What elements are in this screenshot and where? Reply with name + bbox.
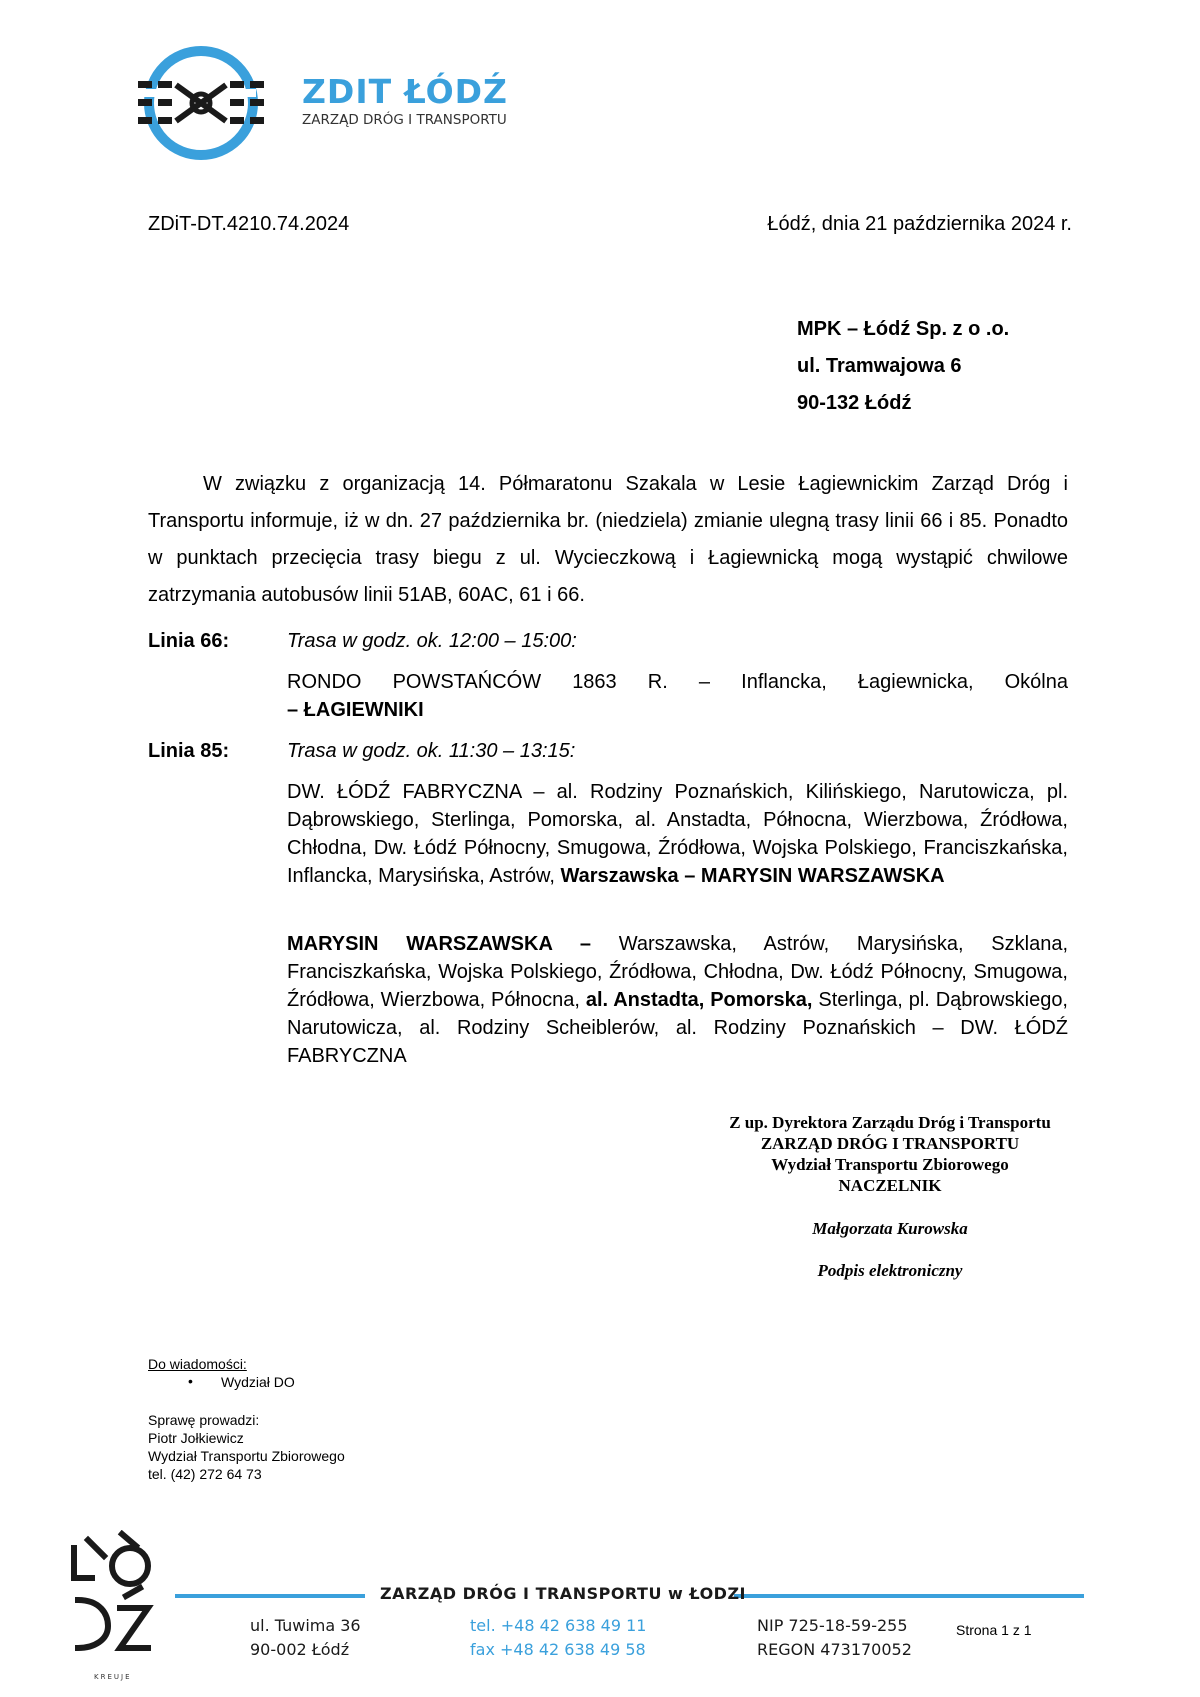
route-66-label: Linia 66: bbox=[148, 630, 230, 652]
footer-contact bbox=[470, 1614, 646, 1662]
notice-bullet-icon: • bbox=[188, 1373, 193, 1389]
zdit-logo-icon bbox=[138, 45, 298, 165]
footer-regon: REGON 473170052 bbox=[757, 1640, 912, 1659]
reference-number: ZDiT-DT.4210.74.2024 bbox=[148, 213, 350, 235]
footer-tel bbox=[470, 1614, 646, 1638]
case-dept: Wydział Transportu Zbiorowego bbox=[148, 1448, 345, 1464]
page-number: Strona 1 z 1 bbox=[956, 1622, 1032, 1638]
signature-line-2: ZARZĄD DRÓG I TRANSPORTU bbox=[760, 1134, 1020, 1153]
logo-caption: KREUJE bbox=[94, 1673, 132, 1681]
notice-item: Wydział DO bbox=[221, 1374, 295, 1390]
case-tel: tel. (42) 272 64 73 bbox=[148, 1466, 262, 1482]
route-85-dir2-text-b: Sterlinga, pl. Dąbrowskiego, Narutowicza, al. Rodziny Scheiblerów, al. Rodziny Poznańskich – DW. ŁÓDŹ FABRYCZNA bbox=[287, 989, 1068, 1067]
footer-fax bbox=[470, 1638, 646, 1662]
footer-tel-text: tel. +48 42 638 49 11 bbox=[470, 1616, 647, 1635]
footer-fax-text: fax +48 42 638 49 58 bbox=[470, 1640, 646, 1659]
route-66-line1: RONDO POWSTAŃCÓW 1863 R. – Inflancka, Łagiewnicka, Okólna bbox=[287, 671, 1068, 693]
signature-block bbox=[660, 1112, 1120, 1196]
route-85-label: Linia 85: bbox=[148, 740, 230, 762]
case-handler bbox=[148, 1411, 345, 1483]
route-85-dir2-text-a: Warszawska, Astrów, Marysińska, Szklana, Franciszkańska, Wojska Polskiego, Źródłowa, Chłodna, Dw. Łódź Północny, Smugowa, Źródłowa, Wierzbowa, Północna, bbox=[287, 933, 1069, 1011]
signature-note: Podpis elektroniczny bbox=[817, 1261, 963, 1280]
case-name: Piotr Jołkiewicz bbox=[148, 1430, 244, 1446]
body-paragraph bbox=[148, 466, 1068, 614]
case-label: Sprawę prowadzi: bbox=[148, 1412, 260, 1428]
route-66-time: Trasa w godz. ok. 12:00 – 15:00: bbox=[287, 630, 577, 652]
route-85-dir2-bold-mid: al. Anstadta, Pomorska, bbox=[585, 989, 813, 1011]
footer-rule-right bbox=[734, 1594, 1084, 1598]
recipient-street: ul. Tramwajowa 6 bbox=[797, 355, 962, 377]
lodz-city-logo bbox=[68, 1530, 158, 1681]
route-85-direction-2 bbox=[287, 930, 1068, 1070]
logo bbox=[138, 45, 298, 165]
route-85-time: Trasa w godz. ok. 11:30 – 13:15: bbox=[287, 740, 576, 762]
signatory-name: Małgorzata Kurowska bbox=[812, 1219, 968, 1238]
notice-heading: Do wiadomości: bbox=[148, 1356, 247, 1372]
recipient-city: 90-132 Łódź bbox=[797, 392, 912, 414]
footer-rule-left bbox=[175, 1594, 365, 1598]
footer-city: 90-002 Łódź bbox=[250, 1640, 350, 1659]
logo-brand: ZDIT ŁÓDŹ bbox=[302, 72, 508, 111]
recipient-address bbox=[797, 311, 1009, 422]
route-66-text bbox=[287, 668, 1068, 724]
route-85-dir2-origin: MARYSIN WARSZAWSKA – bbox=[287, 933, 592, 955]
body-paragraph-text: W związku z organizacją 14. Półmaratonu Szakala w Lesie Łagiewnickim Zarząd Dróg i Transportu informuje, iż w dn. 27 października br. (niedziela) zmianie ulegną trasy linii 66 i 85. Ponadto w punktach przecięcia trasy biegu z ul. Wycieczkową i Łagiewnicką mogą wystąpić chwilowe zatrzymania autobusów linii 51AB, 60AC, 61 i 66. bbox=[148, 473, 1068, 606]
route-85-dir1-text: DW. ŁÓDŹ FABRYCZNA – al. Rodziny Poznańskich, Kilińskiego, Narutowicza, pl. Dąbrowskiego, Sterlinga, Pomorska, al. Anstadta, Północna, Wierzbowa, Źródłowa, Chłodna, Dw. Łódź Północny, Smugowa, Źródłowa, Wojska Polskiego, Franciszkańska, Inflancka, Marysińska, Astrów, bbox=[287, 781, 1068, 887]
route-66-line2: – ŁAGIEWNIKI bbox=[287, 699, 424, 721]
footer-street: ul. Tuwima 36 bbox=[250, 1616, 361, 1635]
signature-line-3: Wydział Transportu Zbiorowego bbox=[771, 1155, 1009, 1174]
footer-ids bbox=[757, 1614, 912, 1662]
footer-nip: NIP 725-18-59-255 bbox=[757, 1616, 908, 1635]
route-85-direction-1 bbox=[287, 778, 1068, 890]
signature-line-4: NACZELNIK bbox=[838, 1176, 942, 1195]
footer-title: ZARZĄD DRÓG I TRANSPORTU w ŁODZI bbox=[380, 1584, 746, 1603]
lodz-logo-icon bbox=[68, 1530, 158, 1670]
signature-line-1: Z up. Dyrektora Zarządu Dróg i Transportu bbox=[729, 1113, 1051, 1132]
letter-date: Łódź, dnia 21 października 2024 r. bbox=[767, 213, 1072, 235]
footer-address bbox=[250, 1614, 361, 1662]
recipient-name: MPK – Łódź Sp. z o .o. bbox=[797, 318, 1010, 340]
route-85-dir1-destination: Warszawska – MARYSIN WARSZAWSKA bbox=[560, 865, 945, 887]
logo-subtitle: ZARZĄD DRÓG I TRANSPORTU bbox=[302, 112, 507, 128]
